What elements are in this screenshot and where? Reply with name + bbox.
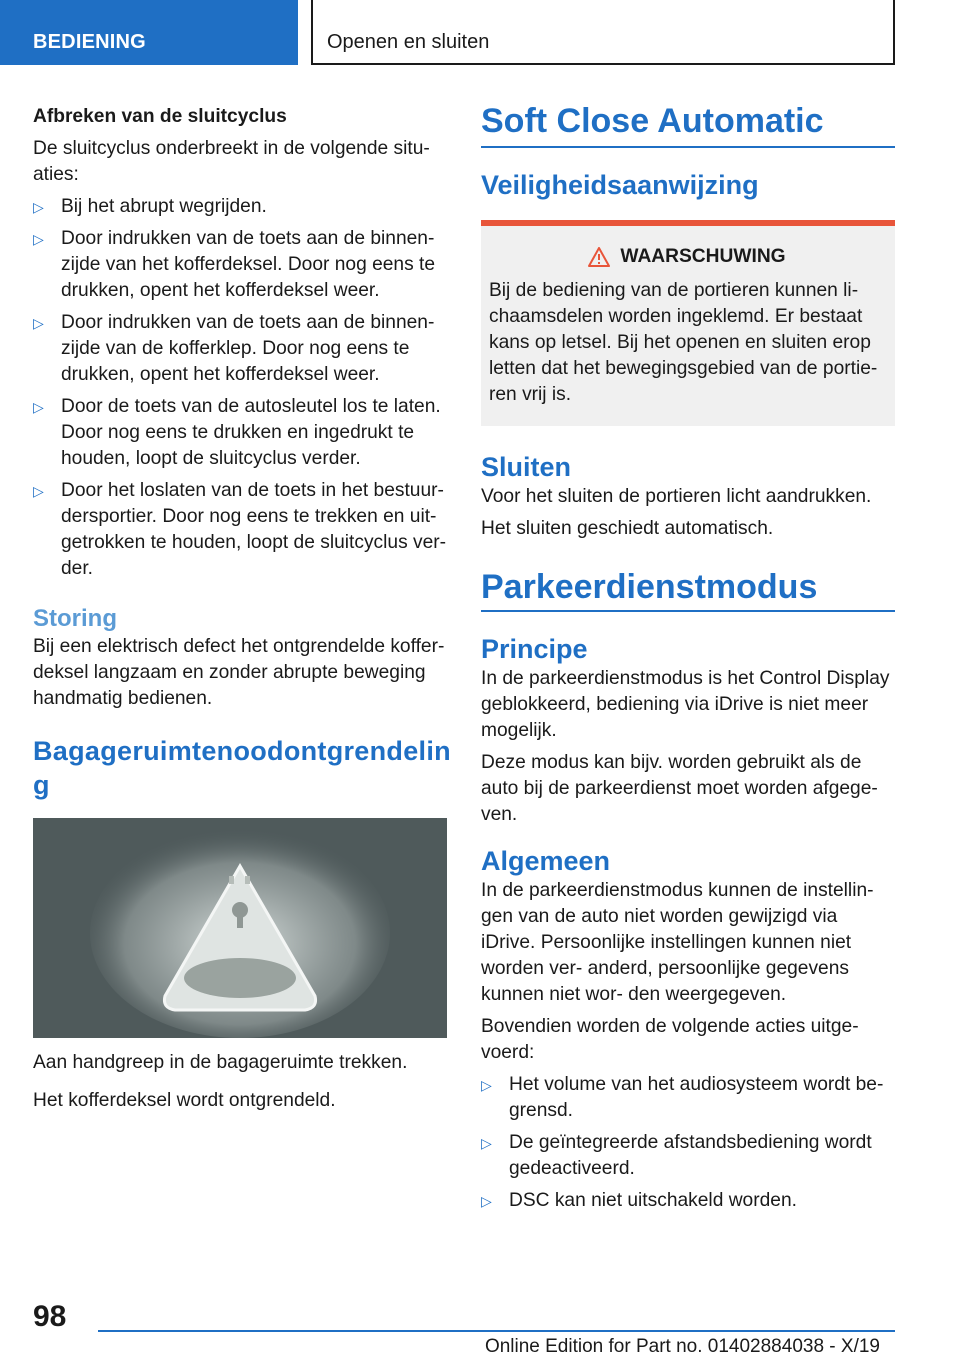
principle-text-1: In de parkeerdienstmodus is het Control Display geblokkeerd, bediening via iDrive is niet meer mogelijk. bbox=[481, 668, 890, 741]
storing-heading: Storing bbox=[33, 605, 117, 632]
heading-rule bbox=[481, 610, 895, 612]
triangle-bullet-icon: ▷ bbox=[481, 1193, 492, 1209]
list-item: ▷ De geïntegreerde afstandsbediening wordt gedeactiveerd. bbox=[481, 1132, 872, 1179]
caption-pull-handle: Aan handgreep in de bagageruimte trekken. bbox=[33, 1052, 408, 1073]
warning-box bbox=[481, 220, 895, 426]
general-heading: Algemeen bbox=[481, 846, 611, 876]
list-item: ▷ Door het loslaten van de toets in het bestuur- dersportier. Door nog eens te trekken en uit- getrokken te houden, loopt de sluitcyclus ver- der. bbox=[33, 480, 447, 579]
triangle-bullet-icon: ▷ bbox=[33, 399, 44, 415]
general-text-1: In de parkeerdienstmodus kunnen de instellin- gen van de auto niet worden gewijzigd via iDrive. Persoonlijke instellingen kunnen niet worden ver- anderd, persoonlijke gegevens kunnen niet wor- den weergegeven. bbox=[481, 880, 874, 1005]
list-item: ▷ Bij het abrupt wegrijden. bbox=[33, 194, 447, 220]
heading-rule bbox=[481, 146, 895, 148]
triangle-bullet-icon: ▷ bbox=[33, 199, 44, 215]
closing-text-2: Het sluiten geschiedt automatisch. bbox=[481, 518, 774, 539]
triangle-bullet-icon: ▷ bbox=[33, 315, 44, 331]
left-column bbox=[33, 100, 451, 1114]
page-number: 98 bbox=[33, 1300, 67, 1333]
triangle-bullet-icon: ▷ bbox=[481, 1077, 492, 1093]
list-item: ▷ Het volume van het audiosysteem wordt be- grensd. bbox=[481, 1074, 884, 1121]
section-tab: BEDIENING bbox=[0, 0, 298, 65]
triangle-bullet-icon: ▷ bbox=[33, 483, 44, 499]
list-item: ▷ DSC kan niet uitschakeld worden. bbox=[481, 1188, 895, 1214]
list-item: ▷ Door indrukken van de toets aan de binnen- zijde van het kofferdeksel. Door nog eens te drukken, opent het kofferdeksel weer. bbox=[33, 228, 436, 301]
intro-text: De sluitcyclus onderbreekt in de volgende situ- aties: bbox=[33, 138, 430, 185]
release-heading: Bagageruimtenoodontgrendelin g bbox=[33, 736, 451, 800]
warning-triangle-icon bbox=[588, 247, 610, 267]
principle-heading: Principe bbox=[481, 634, 588, 664]
chapter-title: Openen en sluiten bbox=[311, 0, 895, 65]
storing-text: Bij een elektrisch defect het ontgrendelde koffer- deksel langzaam en zonder abrupte beweging handmatig bedienen. bbox=[33, 636, 445, 709]
handle-photo bbox=[33, 818, 447, 1038]
general-text-2: Bovendien worden de volgende acties uitge- voerd: bbox=[481, 1016, 859, 1063]
caption-unlocked: Het kofferdeksel wordt ontgrendeld. bbox=[33, 1090, 336, 1111]
triangle-bullet-icon: ▷ bbox=[33, 231, 44, 247]
triangle-bullet-icon: ▷ bbox=[481, 1135, 492, 1151]
warning-title: WAARSCHUWING bbox=[489, 244, 885, 270]
list-item: ▷ Door indrukken van de toets aan de binnen- zijde van de kofferklep. Door nog eens te drukken, opent het kofferdeksel weer. bbox=[33, 312, 435, 385]
emergency-handle-icon bbox=[33, 818, 447, 1038]
abort-list bbox=[33, 194, 447, 582]
parking-actions-list bbox=[481, 1072, 895, 1214]
closing-text-1: Voor het sluiten de portieren licht aandrukken. bbox=[481, 486, 872, 507]
right-column bbox=[481, 100, 895, 1220]
soft-close-heading: Soft Close Automatic bbox=[481, 102, 824, 140]
warning-text: Bij de bediening van de portieren kunnen li- chaamsdelen worden ingeklemd. Er bestaat kans op letsel. Bij het openen en sluiten erop letten dat het bewegingsgebied van de portie- ren vrij is. bbox=[489, 280, 878, 405]
edition-note: Online Edition for Part no. 01402884038 - X/19 bbox=[484, 1336, 880, 1357]
safety-heading: Veiligheidsaanwijzing bbox=[481, 170, 759, 200]
closing-heading: Sluiten bbox=[481, 452, 572, 482]
footer-rule bbox=[98, 1330, 895, 1332]
list-item: ▷ Door de toets van de autosleutel los te laten. Door nog eens te drukken en ingedrukt te houden, loopt de sluitcyclus verder. bbox=[33, 396, 441, 469]
parking-heading: Parkeerdienstmodus bbox=[481, 568, 818, 606]
subheading-abort: Afbreken van de sluitcyclus bbox=[33, 106, 287, 127]
principle-text-2: Deze modus kan bijv. worden gebruikt als de auto bij de parkeerdienst moet worden afgege- ven. bbox=[481, 752, 878, 825]
